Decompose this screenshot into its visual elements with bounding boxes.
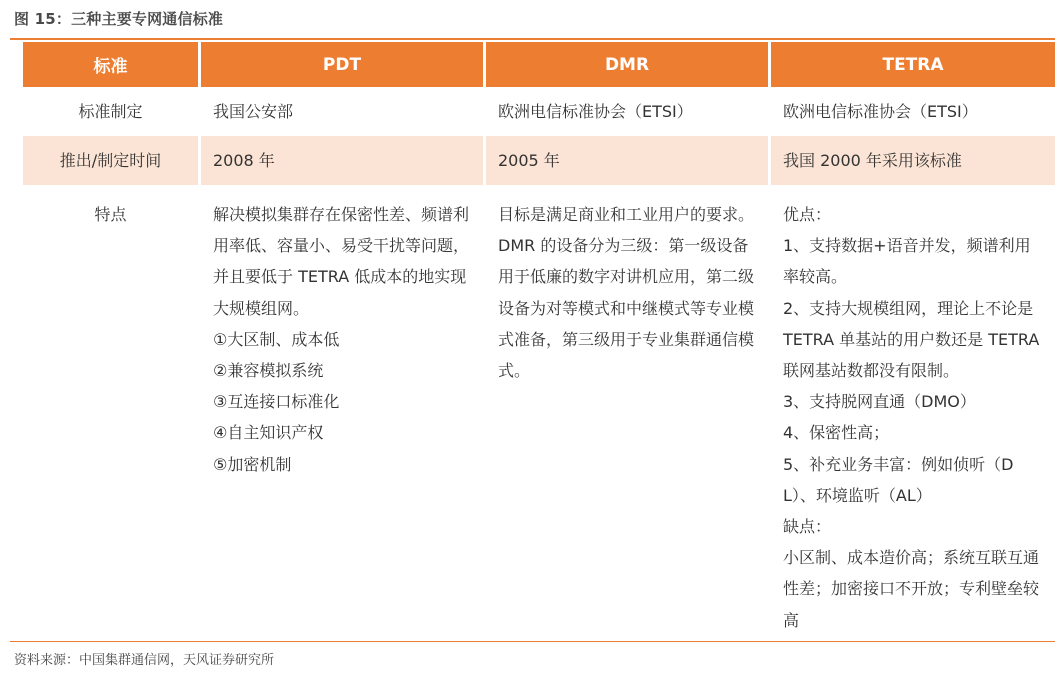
tetra-disadvantages: 小区制、成本造价高；系统互联互通性差；加密接口不开放；专利壁垒较高 (783, 548, 1040, 630)
bottom-rule (10, 641, 1055, 642)
tetra-advantage: 3、支持脱网直通（DMO） (783, 392, 976, 412)
table-cell: 我国公安部 (213, 101, 294, 121)
pdt-point: ④自主知识产权 (213, 423, 324, 443)
header-pdt: PDT (201, 42, 483, 87)
pdt-point: ③互连接口标准化 (213, 392, 340, 412)
dmr-features-cell (486, 185, 768, 636)
pdt-point: ①大区制、成本低 (213, 329, 340, 349)
table-cell: 2005 年 (486, 136, 768, 185)
table-cell: 2008 年 (201, 136, 483, 185)
figure-title: 图 15：三种主要专网通信标准 (14, 10, 224, 28)
row-label: 特点 (94, 205, 127, 224)
header-tetra: TETRA (771, 42, 1055, 87)
tetra-disadvantages-title: 缺点： (783, 517, 832, 537)
tetra-advantage: 2、支持大规模组网，理论上不论是 TETRA 单基站的用户数还是 TETRA 联网基站数都没有限制。 (783, 298, 1045, 381)
tetra-advantage: 4、保密性高； (783, 423, 890, 443)
header-row (23, 42, 1055, 87)
dmr-levels: DMR 的设备分为三级：第一级设备用于低廉的数字对讲机应用，第二级设备为对等模式和中继模式等专业模式准备，第三级用于专业集群通信模式。 (498, 236, 755, 381)
pdt-point: ⑤加密机制 (213, 454, 292, 474)
row-label: 推出/制定时间 (23, 136, 198, 185)
table-cell: 欧洲电信标准协会（ETSI） (498, 101, 693, 121)
header-standard: 标准 (23, 42, 198, 87)
tetra-advantage: 1、支持数据+语音并发，频谱利用率较高。 (783, 236, 1031, 287)
table-cell: 我国 2000 年采用该标准 (771, 136, 1055, 185)
table-cell: 欧洲电信标准协会（ETSI） (783, 101, 978, 121)
pdt-point: ②兼容模拟系统 (213, 361, 324, 381)
table-row-features (23, 185, 1055, 636)
tetra-advantages-title: 优点： (783, 205, 832, 224)
header-dmr: DMR (486, 42, 768, 87)
dmr-goal: 目标是满足商业和工业用户的要求。 (498, 205, 755, 224)
table-row (23, 136, 1055, 185)
table-row (23, 87, 1055, 136)
tetra-features-cell (771, 185, 1055, 636)
pdt-features-cell (201, 185, 483, 636)
pdt-intro: 解决模拟集群存在保密性差、频谱利用率低、容量小、易受干扰等问题，并且要低于 TETRA 低成本的地实现大规模组网。 (213, 205, 470, 318)
tetra-advantage: 5、补充业务丰富：例如侦听（DL）、环境监听（AL） (783, 454, 1014, 505)
comparison-table (20, 42, 1058, 636)
source-note: 资料来源：中国集群通信网，天风证券研究所 (14, 653, 275, 668)
row-label: 标准制定 (78, 101, 143, 121)
top-rule (10, 38, 1055, 40)
